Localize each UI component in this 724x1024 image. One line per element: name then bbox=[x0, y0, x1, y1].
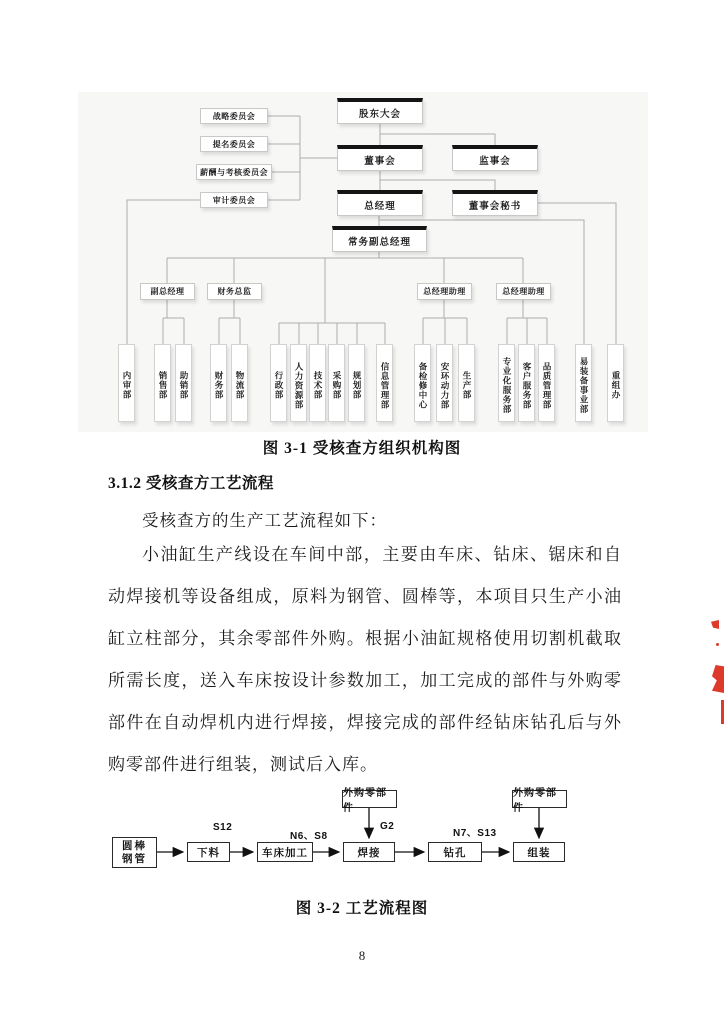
org-node-shareholders: 股东大会 bbox=[337, 98, 423, 124]
flow-label-n7-s13: N7、S13 bbox=[453, 828, 497, 839]
flow-label-g2: G2 bbox=[380, 821, 395, 832]
org-node-general-manager: 总经理 bbox=[337, 190, 423, 216]
org-node-board-secretary: 董事会秘书 bbox=[452, 190, 538, 216]
flow-label-n6-s8: N6、S8 bbox=[290, 831, 328, 842]
page-number: 8 bbox=[358, 948, 366, 963]
flow-external-parts-2: 外购零部件 bbox=[512, 790, 567, 808]
org-dept-maintenance-center: 备检修中心 bbox=[414, 344, 431, 422]
org-committee-nomination: 提名委员会 bbox=[200, 136, 268, 152]
flow-source-line1: 圆棒 bbox=[122, 839, 147, 852]
org-dept-reorg-office: 重组办 bbox=[607, 344, 624, 422]
org-dept-human-resources: 人力资源部 bbox=[290, 344, 307, 422]
org-dept-sales: 销售部 bbox=[154, 344, 171, 422]
flow-step-cutting: 下料 bbox=[187, 842, 230, 862]
org-manager-gm-assistant-1: 总经理助理 bbox=[417, 283, 472, 300]
figure-3-1-caption: 图 3-1 受核查方组织机构图 bbox=[262, 440, 462, 457]
org-dept-production: 生产部 bbox=[458, 344, 475, 422]
flow-source-line2: 钢管 bbox=[122, 852, 147, 865]
org-node-board: 董事会 bbox=[337, 145, 423, 171]
org-committee-audit: 审计委员会 bbox=[200, 192, 268, 208]
flow-step-lathe: 车床加工 bbox=[257, 842, 313, 862]
section-heading: 3.1.2 受核查方工艺流程 bbox=[108, 475, 274, 492]
org-dept-technology: 技术部 bbox=[309, 344, 326, 422]
flow-step-assembly: 组装 bbox=[513, 842, 565, 862]
red-stamp-fragment bbox=[711, 620, 719, 629]
process-flow-figure bbox=[80, 782, 640, 882]
org-chart-figure bbox=[78, 92, 648, 432]
org-dept-customer-service: 客户服务部 bbox=[518, 344, 535, 422]
org-node-executive-deputy-gm: 常务副总经理 bbox=[332, 226, 427, 252]
org-dept-quality-mgmt: 品质管理部 bbox=[538, 344, 555, 422]
org-dept-internal-audit: 内审部 bbox=[118, 344, 135, 422]
red-stamp-fragment bbox=[712, 665, 724, 693]
flow-step-welding: 焊接 bbox=[343, 842, 395, 862]
figure-3-2-caption: 图 3-2 工艺流程图 bbox=[295, 900, 429, 917]
org-committee-compensation: 薪酬与考核委员会 bbox=[196, 164, 272, 180]
org-dept-finance: 财务部 bbox=[210, 344, 227, 422]
org-dept-administration: 行政部 bbox=[270, 344, 287, 422]
flow-label-s12: S12 bbox=[213, 822, 233, 833]
body-paragraph: 小油缸生产线设在车间中部，主要由车床、钻床、锯床和自动焊接机等设备组成，原料为钢管、圆棒等，本项目只生产小油缸立柱部分，其余零部件外购。根据小油缸规格使用切割机截取所需长度，送入车床按设计参数加工，加工完成的部件与外购零部件在自动焊机内进行焊接，焊接完成的部件经钻床钻孔后与外购零部件进行组装，测试后入库。 bbox=[108, 545, 622, 774]
org-dept-procurement: 采购部 bbox=[328, 344, 345, 422]
org-manager-gm-assistant-2: 总经理助理 bbox=[496, 283, 551, 300]
org-dept-specialized-services: 专业化服务部 bbox=[498, 344, 515, 422]
red-stamp-fragment bbox=[716, 643, 719, 646]
org-dept-logistics: 物流部 bbox=[231, 344, 248, 422]
org-dept-equipment-division: 易装备事业部 bbox=[575, 344, 592, 422]
org-committee-strategy: 战略委员会 bbox=[200, 108, 268, 124]
org-dept-sales-support: 助销部 bbox=[175, 344, 192, 422]
org-manager-cfo: 财务总监 bbox=[207, 283, 262, 300]
org-node-supervisory-board: 监事会 bbox=[452, 145, 538, 171]
intro-paragraph: 受核查方的生产工艺流程如下： bbox=[142, 511, 387, 530]
flow-step-drilling: 钻孔 bbox=[428, 842, 482, 862]
flow-source-box bbox=[112, 837, 157, 868]
flow-external-parts-1: 外购零部件 bbox=[342, 790, 397, 808]
org-dept-information-mgmt: 信息管理部 bbox=[376, 344, 393, 422]
org-dept-planning: 规划部 bbox=[348, 344, 365, 422]
org-manager-deputy-gm: 副总经理 bbox=[140, 283, 195, 300]
org-dept-safety-power: 安环动力部 bbox=[436, 344, 453, 422]
